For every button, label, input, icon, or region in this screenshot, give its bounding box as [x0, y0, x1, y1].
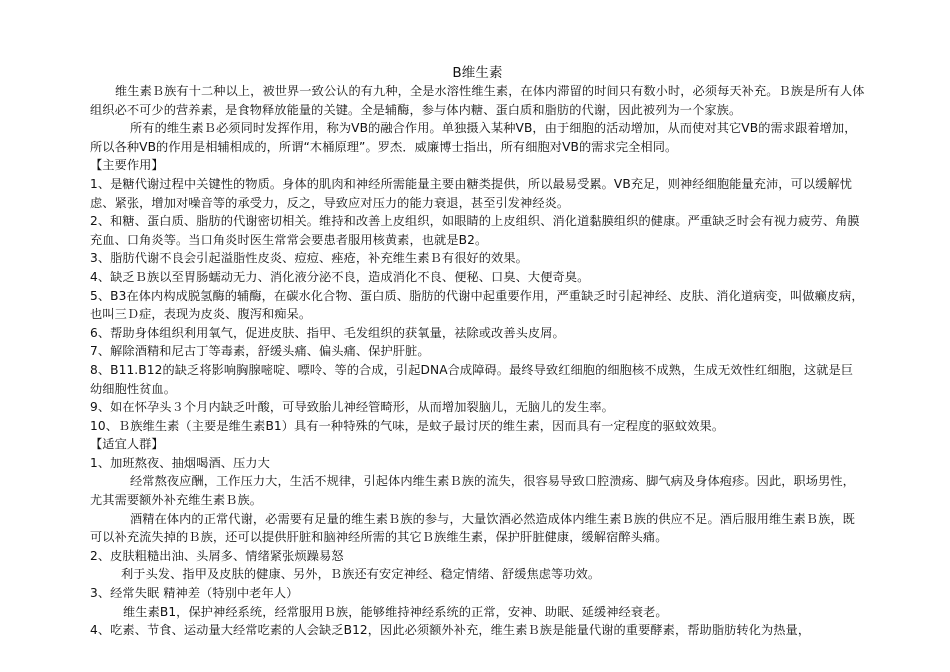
suitable-item-1-paragraph-1: 经常熬夜应酬，工作压力大，生活不规律，引起体内维生素Ｂ族的流失，很容易导致口腔溃疡、脚气病及身体疱疹。因此，职场男性，尤其需要额外补充维生素Ｂ族。	[90, 474, 855, 508]
function-item-6: 6、帮助身体组织利用氧气，促进皮肤、指甲、毛发组织的获氧量，祛除或改善头皮屑。	[90, 325, 565, 340]
section-heading-main-functions: 【主要作用】	[90, 158, 164, 173]
function-item-3: 3、脂肪代谢不良会引起溢脂性皮炎、痘痘、痤疮，补充维生素Ｂ有很好的效果。	[90, 251, 528, 266]
function-item-7: 7、解除酒精和尼古丁等毒素，舒缓头痛、偏头痛、保护肝脏。	[90, 344, 430, 359]
suitable-item-1-paragraph-2: 酒精在体内的正常代谢，必需要有足量的维生素Ｂ族的参与，大量饮酒必然造成体内维生素Ｂ族的供应不足。酒后服用维生素Ｂ族，既可以补充流失掉的Ｂ族，还可以提供肝脏和脑神经所需的其它Ｂ族维生素，保护肝脏健康，缓解宿醉头痛。	[90, 511, 855, 545]
section-heading-suitable-people: 【适宜人群】	[90, 437, 164, 452]
function-item-4: 4、缺乏Ｂ族以至胃肠蠕动无力、消化液分泌不良，造成消化不良、便秘、口臭、大便奇臭。	[90, 269, 590, 284]
function-item-1: 1、是糖代谢过程中关键性的物质。身体的肌肉和神经所需能量主要由糖类提供，所以最易受累。VB充足，则神经细胞能量充沛，可以缓解忧虑、紧张，增加对噪音等的承受力，反之，导致应对压力的能力衰退，甚至引发神经炎。	[90, 176, 853, 210]
function-item-8: 8、B11.B12的缺乏将影响胸腺嘧啶、嘌呤、等的合成，引起DNA合成障碍。最终导致红细胞的细胞核不成熟，生成无效性红细胞，这就是巨幼细胞性贫血。	[90, 362, 854, 396]
document-title: B维生素	[452, 65, 503, 81]
suitable-item-3-heading: 3、经常失眠 精神差（特别中老年人）	[90, 586, 299, 601]
intro-paragraph-1: 维生素Ｂ族有十二种以上，被世界一致公认的有九种，全是水溶性维生素，在体内滞留的时间只有数小时，必须每天补充。Ｂ族是所有人体组织必不可少的营养素，是食物释放能量的关键。全是辅酶，参与体内糖、蛋白质和脂肪的代谢，因此被列为一个家族。	[90, 84, 865, 117]
function-item-2: 2、和糖、蛋白质、脂肪的代谢密切相关。维持和改善上皮组织，如眼睛的上皮组织、消化道黏膜组织的健康。严重缺乏时会有视力疲劳、角膜充血、口角炎等。当口角炎时医生常常会要患者服用核黄素，也就是B2。	[90, 214, 860, 247]
suitable-item-2-paragraph: 利于头发、指甲及皮肤的健康、另外，Ｂ族还有安定神经、稳定情绪、舒缓焦虑等功效。	[121, 567, 601, 582]
function-item-10: 10、Ｂ族维生素（主要是维生素B1）具有一种特殊的气味，是蚊子最讨厌的维生素，因而具有一定程度的驱蚊效果。	[90, 418, 725, 433]
function-item-9: 9、如在怀孕头３个月内缺乏叶酸，可导致胎儿神经管畸形，从而增加裂脑儿，无脑儿的发生率。	[90, 400, 614, 415]
document-body	[90, 63, 865, 640]
suitable-item-3-paragraph: 维生素B1，保护神经系统，经常服用Ｂ族，能够维持神经系统的正常，安神、助眠、延缓神经衰老。	[123, 604, 668, 619]
intro-paragraph-2: 所有的维生素Ｂ必须同时发挥作用，称为VB的融合作用。单独摄入某种VB，由于细胞的活动增加，从而使对其它VB的需求跟着增加，所以各种VB的作用是相辅相成的，所谓“木桶原理”。罗杰．威廉博士指出，所有细胞对VB的需求完全相同。	[90, 121, 857, 154]
suitable-item-4-line: 4、吃素、节食、运动量大经常吃素的人会缺乏B12，因此必须额外补充，维生素Ｂ族是能量代谢的重要酵素，帮助脂肪转化为热量，	[90, 623, 811, 638]
suitable-item-2-heading: 2、皮肤粗糙出油、头屑多、情绪紧张烦躁易怒	[90, 548, 344, 563]
function-item-5: 5、B3在体内构成脱氢酶的辅酶，在碳水化合物、蛋白质、脂肪的代谢中起重要作用，严重缺乏时引起神经、皮肤、消化道病变，叫做癞皮病，也叫三Ｄ症，表现为皮炎、腹泻和痴呆。	[90, 288, 864, 322]
suitable-item-1-heading: 1、加班熬夜、抽烟喝酒、压力大	[90, 455, 270, 470]
